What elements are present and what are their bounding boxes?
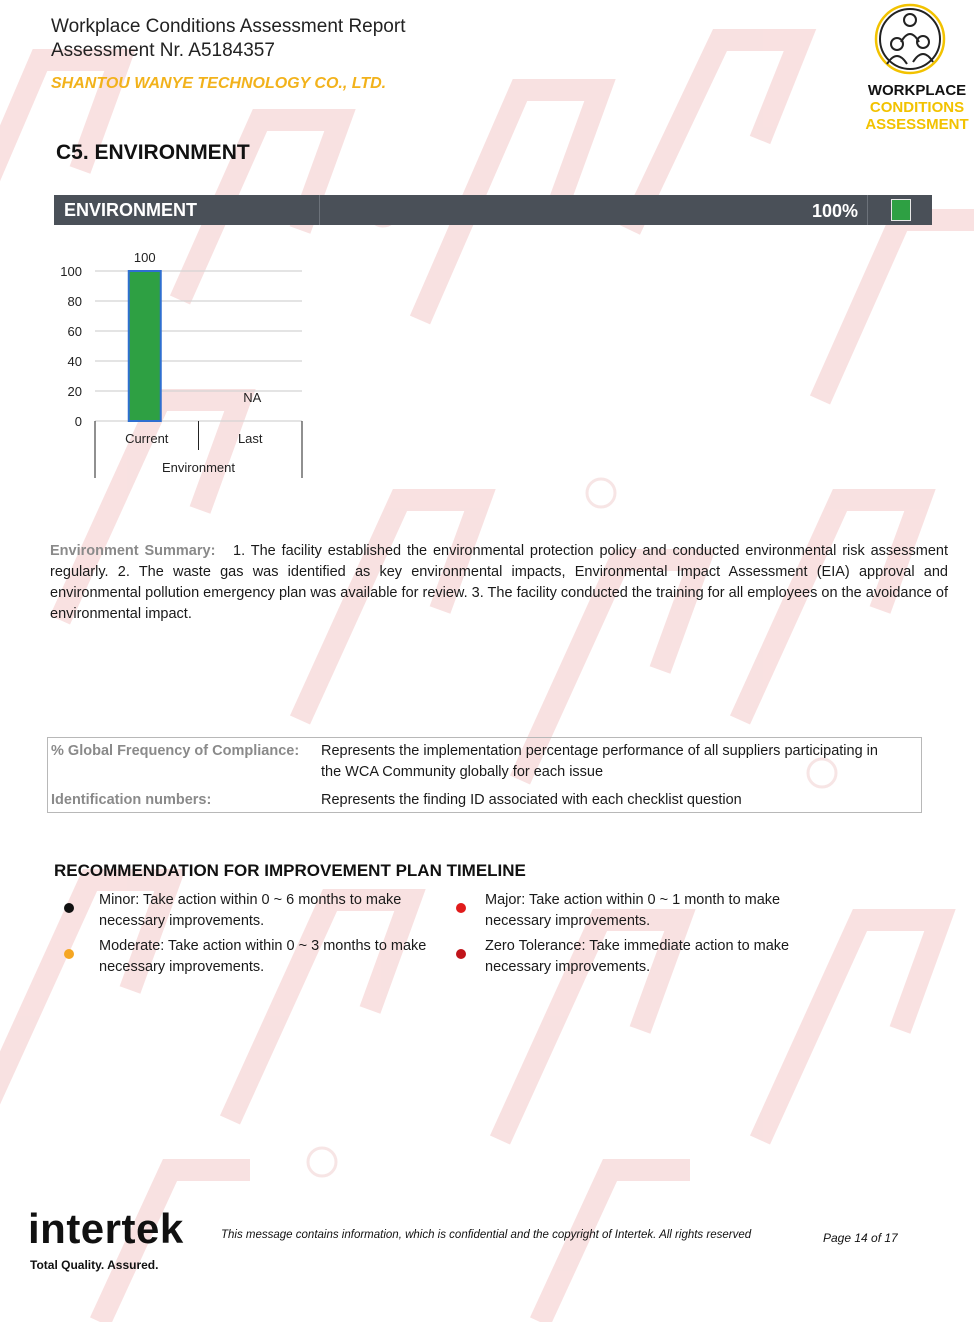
y-tick-label: 100 — [60, 264, 82, 279]
legend-box — [47, 737, 922, 813]
wca-badge-line2: CONDITIONS — [869, 99, 965, 116]
score-bar-divider — [867, 195, 868, 225]
wca-badge-text — [862, 82, 972, 133]
environment-chart — [40, 240, 320, 485]
identification-label: Identification numbers: — [51, 792, 212, 808]
x-tick-label: Current — [125, 431, 169, 446]
recommendation-title: RECOMMENDATION FOR IMPROVEMENT PLAN TIMELINE — [54, 861, 526, 880]
y-tick-label: 60 — [67, 324, 82, 339]
environment-summary — [50, 541, 948, 625]
zero-tolerance-severity-icon — [456, 949, 466, 959]
company-name: SHANTOU WANYE TECHNOLOGY CO., LTD. — [51, 75, 387, 92]
wca-badge-line1: WORKPLACE — [867, 82, 967, 99]
assessment-number: Assessment Nr. A5184357 — [51, 40, 275, 61]
x-axis-title: Environment — [162, 460, 235, 475]
page-number: Page 14 of 17 — [823, 1231, 898, 1245]
bar-current — [129, 271, 161, 421]
score-bar-label: ENVIRONMENT — [64, 200, 198, 220]
y-tick-label: 40 — [67, 354, 82, 369]
intertek-logo: intertek — [28, 1205, 184, 1252]
minor-severity-icon — [64, 903, 74, 913]
frequency-label: % Global Frequency of Compliance: — [51, 743, 300, 759]
section-title: C5. ENVIRONMENT — [56, 141, 250, 164]
recommendation-minor: Minor: Take action within 0 ~ 6 months to make necessary improvements. — [99, 892, 402, 929]
frequency-description: Represents the implementation percentage performance of all suppliers participating in the WCA Community globally for each issue — [321, 743, 878, 780]
score-bar-percent: 100% — [811, 201, 858, 221]
summary-label: Environment Summary: — [50, 543, 216, 559]
wca-badge-line3: ASSESSMENT — [865, 116, 969, 133]
y-tick-label: 20 — [67, 384, 82, 399]
y-tick-label: 80 — [67, 294, 82, 309]
recommendation-zero-tolerance: Zero Tolerance: Take immediate action to make necessary improvements. — [485, 938, 790, 975]
x-tick-label: Last — [237, 431, 263, 446]
identification-description: Represents the finding ID associated with each checklist question — [321, 792, 742, 808]
moderate-severity-icon — [64, 949, 74, 959]
intertek-tagline: Total Quality. Assured. — [30, 1258, 159, 1272]
bar-value-label: 100 — [133, 250, 156, 265]
report-title: Workplace Conditions Assessment Report — [51, 16, 406, 37]
major-severity-icon — [456, 903, 466, 913]
confidentiality-notice: This message contains information, which is confidential and the copyright of Intertek. All rights reserved — [221, 1229, 752, 1241]
summary-text: 1. The facility established the environmental protection policy and conducted environmental risk assessment regularly. 2. The waste gas was identified as key environmental impacts, Environmental Impact Assessment (EIA) approval and environmental pollution emergency plan was available for review. 3. The facility conducted the training for all employees on the avoidance of environmental impact. — [50, 543, 948, 622]
section-score-bar — [54, 195, 932, 225]
wca-people-icon — [873, 2, 947, 76]
recommendation-moderate: Moderate: Take action within 0 ~ 3 months to make necessary improvements. — [99, 938, 427, 975]
score-bar-divider — [319, 195, 320, 225]
y-tick-label: 0 — [74, 414, 82, 429]
bar-value-label: NA — [243, 390, 262, 405]
recommendation-major: Major: Take action within 0 ~ 1 month to make necessary improvements. — [485, 892, 781, 929]
score-status-indicator — [891, 199, 911, 221]
